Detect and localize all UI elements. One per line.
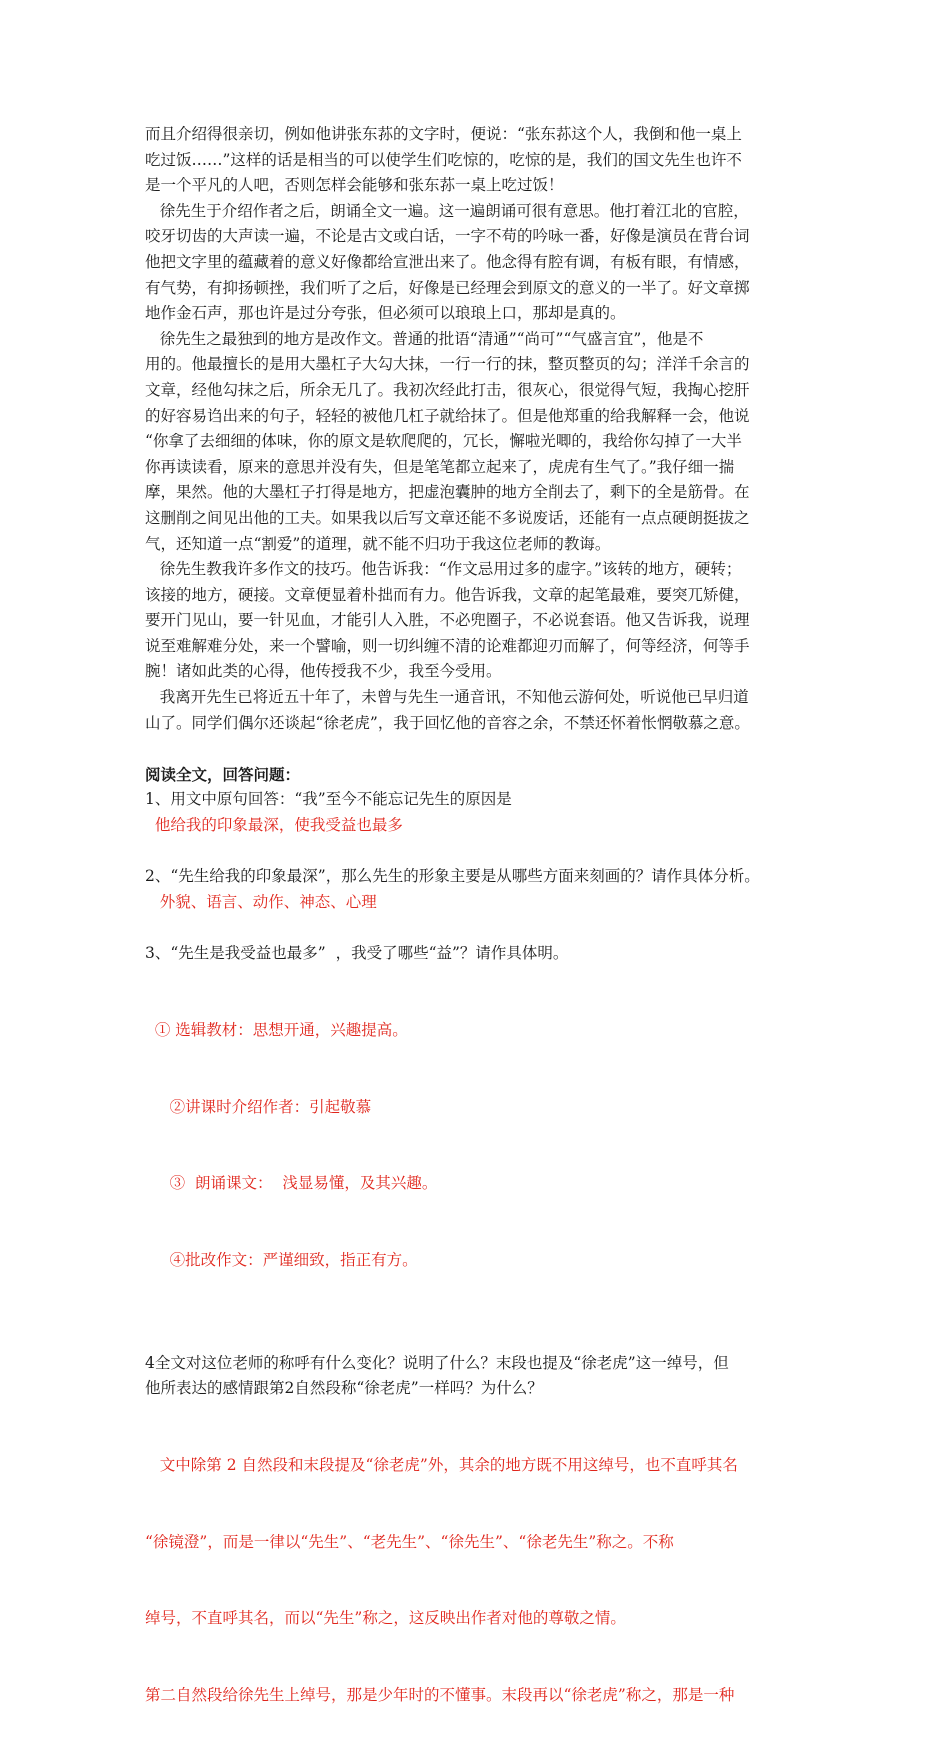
text-line: 腕！诸如此类的心得，他传授我不少，我至今受用。 xyxy=(145,662,502,681)
answer-line: 绰号，不直呼其名，而以“先生”称之，这反映出作者对他的尊敬之情。 xyxy=(145,1609,626,1628)
answer-item: ②讲课时介绍作者：引起敬慕 xyxy=(145,1097,372,1116)
answer-line: 文中除第 2 自然段和末段提及“徐老虎”外，其余的地方既不用这绰号，也不直呼其名 xyxy=(145,1455,738,1474)
text-line: 要开门见山，要一针见血，才能引人入胜，不必兜圈子，不必说套语。他又告诉我，说理 xyxy=(145,611,750,630)
text-line: 4全文对这位老师的称呼有什么变化？说明了什么？末段也提及“徐老虎”这一绰号，但 xyxy=(145,1353,729,1372)
text-line: “你拿了去细细的体味，你的原文是软爬爬的，冗长，懈啦光唧的，我给你勾掉了一大半 xyxy=(145,432,742,451)
text-line: 他所表达的感情跟第2自然段称“徐老虎”一样吗？为什么？ xyxy=(145,1379,543,1398)
article-paragraph-5 xyxy=(145,685,825,736)
article-paragraph-2 xyxy=(145,199,825,327)
question-1: 1、用文中原句回答：“我”至今不能忘记先生的原因是 xyxy=(145,790,512,809)
question-3: 3、“先生是我受益也最多” ，我受了哪些“益”？请作具体明。 xyxy=(145,944,569,962)
article-paragraph-4 xyxy=(145,557,825,685)
text-line: 地作金石声，那也许是过分夸张，但必须可以琅琅上口，那却是真的。 xyxy=(145,304,626,323)
text-line: 该接的地方，硬接。文章便显着朴拙而有力。他告诉我，文章的起笔最难，要突兀矫健， xyxy=(145,585,750,604)
text-line: 有气势，有抑扬顿挫，我们听了之后，好像是已经理会到原文的意义的一半了。好文章掷 xyxy=(145,278,750,297)
document-content xyxy=(145,122,825,1760)
answer-2: 外貌、语言、动作、神态、心理 xyxy=(145,892,377,911)
text-line: 用的。他最擅长的是用大墨杠子大勾大抹，一行一行的抹，整页整页的勾；洋洋千余言的 xyxy=(145,355,750,374)
text-line: 我离开先生已将近五十年了，未曾与先生一通音讯，不知他云游何处，听说他已早归道 xyxy=(145,688,749,707)
answer-3 xyxy=(145,967,825,1325)
text-line: 徐先生之最独到的地方是改作文。普通的批语“清通”“尚可”“气盛言宜”，他是不 xyxy=(145,329,704,348)
answer-line: “徐镜澄”，而是一律以“先生”、“老先生”、“徐先生”、“徐老先生”称之。不称 xyxy=(145,1532,674,1551)
article-paragraph-1 xyxy=(145,122,825,199)
text-line: 文章，经他勾抹之后，所余无几了。我初次经此打击，很灰心，很觉得气短，我掏心挖肝 xyxy=(145,380,750,399)
text-line: 的好容易诌出来的句子，轻轻的被他几杠子就给抹了。但是他郑重的给我解释一会，他说 xyxy=(145,406,750,425)
questions-heading: 阅读全文，回答问题： xyxy=(145,764,301,784)
question-2: 2、“先生给我的印象最深”，那么先生的形象主要是从哪些方面来刻画的？请作具体分析。 xyxy=(145,867,760,886)
text-line: 山了。同学们偶尔还谈起“徐老虎”，我于回忆他的音容之余，不禁还怀着怅惘敬慕之意。 xyxy=(145,713,750,732)
answer-1: 他给我的印象最深，使我受益也最多 xyxy=(145,816,403,835)
text-line: 咬牙切齿的大声读一遍，不论是古文或白话，一字不苟的吟咏一番，好像是演员在背台词 xyxy=(145,227,750,246)
text-line: 吃过饭……”这样的话是相当的可以使学生们吃惊的，吃惊的是，我们的国文先生也许不 xyxy=(145,150,742,169)
text-line: 是一个平凡的人吧，否则怎样会能够和张东荪一桌上吃过饭！ xyxy=(145,176,564,195)
text-line: 说至难解难分处，来一个譬喻，则一切纠缠不清的论难都迎刃而解了，何等经济，何等手 xyxy=(145,636,750,655)
text-line: 徐先生教我许多作文的技巧。他告诉我：“作文忌用过多的虚字。”该转的地方，硬转； xyxy=(145,560,742,579)
text-line: 徐先生于介绍作者之后，朗诵全文一遍。这一遍朗诵可很有意思。他打着江北的官腔， xyxy=(145,201,749,220)
answer-item: ① 选辑教材：思想开通，兴趣提高。 xyxy=(145,1020,408,1039)
answer-line: 第二自然段给徐先生上绰号，那是少年时的不懂事。末段再以“徐老虎”称之，那是一种 xyxy=(145,1686,735,1705)
answer-item: ④批改作文：严谨细致，指正有方。 xyxy=(145,1251,418,1270)
text-line: 摩，果然。他的大墨杠子打得是地方，把虚泡囊肿的地方全削去了，剩下的全是筋骨。在 xyxy=(145,483,750,502)
answer-item: ③ 朗诵课文： 浅显易懂，及其兴趣。 xyxy=(145,1174,438,1193)
question-4 xyxy=(145,1351,825,1402)
text-line: 气，还知道一点“割爱”的道理，就不能不归功于我这位老师的教诲。 xyxy=(145,534,611,553)
text-line: 你再读读看，原来的意思并没有失，但是笔笔都立起来了，虎虎有生气了。”我仔细一揣 xyxy=(145,457,735,476)
text-line: 这删削之间见出他的工夫。如果我以后写文章还能不多说废话，还能有一点点硬朗挺拔之 xyxy=(145,508,750,527)
text-line: 而且介绍得很亲切，例如他讲张东荪的文字时，便说：“张东荪这个人，我倒和他一桌上 xyxy=(145,125,742,143)
article-paragraph-3 xyxy=(145,327,825,557)
text-line: 他把文字里的蕴藏着的意义好像都给宣泄出来了。他念得有腔有调，有板有眼，有情感， xyxy=(145,252,750,271)
answer-4 xyxy=(145,1402,825,1760)
